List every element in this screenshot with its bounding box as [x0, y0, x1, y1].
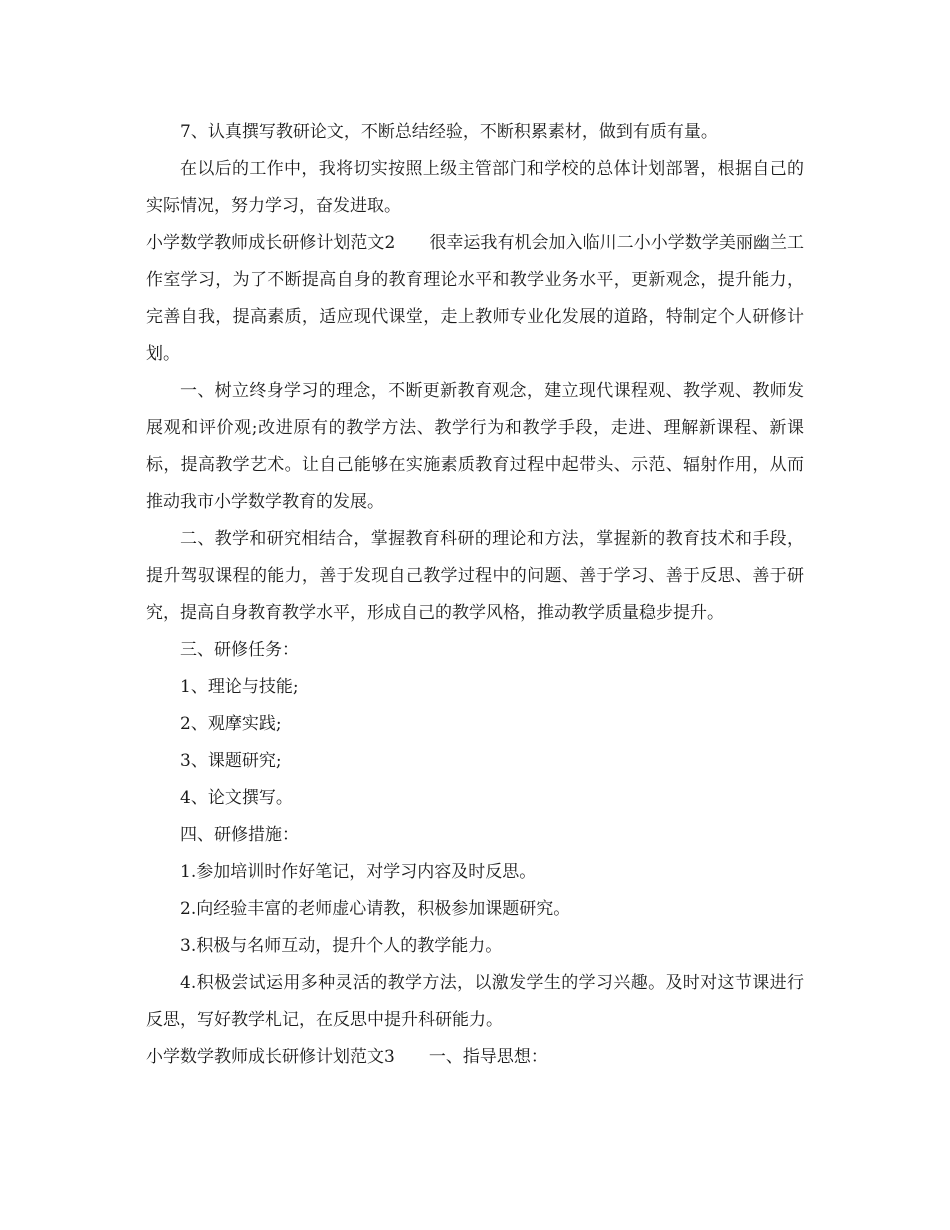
list-item-measure-3: [146, 928, 804, 965]
paragraph-tasks-heading: [146, 632, 804, 669]
section-heading-sample-3: [146, 1039, 804, 1076]
paragraph-item-7-paper: [146, 114, 804, 151]
paragraph-text: 一、树立终身学习的理念，不断更新教育观念，建立现代课程观、教学观、教师发展观和评价观;改进原有的教学方法、教学行为和教学手段，走进、理解新课程、新课标，提高教学艺术。让自己能够在实施素质教育过程中起带头、示范、辐射作用，从而推动我市小学数学教育的发展。: [146, 381, 804, 512]
paragraph-text: 7、认真撰写教研论文，不断总结经验，不断积累素材，做到有质有量。: [180, 122, 718, 142]
paragraph-text: 4、论文撰写。: [180, 788, 293, 808]
section-title: 小学数学教师成长研修计划范文2: [146, 233, 396, 253]
list-item-measure-1: [146, 854, 804, 891]
document-page: [146, 114, 804, 1076]
paragraph-measures-heading: [146, 817, 804, 854]
paragraph-text: 二、教学和研究相结合，掌握教育科研的理论和方法，掌握新的教育技术和手段，提升驾驭课程的能力，善于发现自己教学过程中的问题、善于学习、善于反思、善于研究，提高自身教育教学水平，形成自己的教学风格，推动教学质量稳步提升。: [146, 529, 804, 623]
section-title: 小学数学教师成长研修计划范文3: [146, 1047, 395, 1067]
paragraph-text: 很幸运我有机会加入临川二小小学数学美丽幽兰工作室学习，为了不断提高自身的教育理论水平和教学业务水平，更新观念，提升能力，完善自我，提高素质，适应现代课堂，走上教师专业化发展的道路，特制定个人研修计划。: [146, 233, 804, 364]
paragraph-text: 在以后的工作中，我将切实按照上级主管部门和学校的总体计划部署，根据自己的实际情况，努力学习，奋发进取。: [146, 159, 804, 216]
list-item-task-2: [146, 706, 804, 743]
paragraph-text: 4.积极尝试运用多种灵活的教学方法，以激发学生的学习兴趣。及时对这节课进行反思，写好教学札记，在反思中提升科研能力。: [146, 973, 804, 1030]
list-item-task-4: [146, 780, 804, 817]
paragraph-text: 四、研修措施：: [180, 825, 299, 845]
paragraph-text: 三、研修任务：: [180, 640, 299, 660]
section-heading-sample-2: [146, 225, 804, 373]
paragraph-text: 3、课题研究;: [180, 751, 282, 771]
paragraph-text: 1、理论与技能;: [180, 677, 299, 697]
paragraph-text: 2、观摩实践;: [180, 714, 282, 734]
list-item-measure-4: [146, 965, 804, 1039]
list-item-task-3: [146, 743, 804, 780]
paragraph-text: 2.向经验丰富的老师虚心请教，积极参加课题研究。: [180, 899, 571, 919]
list-item-task-1: [146, 669, 804, 706]
paragraph-text: 一、指导思想：: [428, 1047, 548, 1067]
paragraph-future-work: [146, 151, 804, 225]
paragraph-text: 3.积极与名师互动，提升个人的教学能力。: [180, 936, 503, 956]
list-item-measure-2: [146, 891, 804, 928]
paragraph-point-1: [146, 373, 804, 521]
paragraph-text: 1.参加培训时作好笔记，对学习内容及时反思。: [180, 862, 537, 882]
paragraph-point-2: [146, 521, 804, 632]
